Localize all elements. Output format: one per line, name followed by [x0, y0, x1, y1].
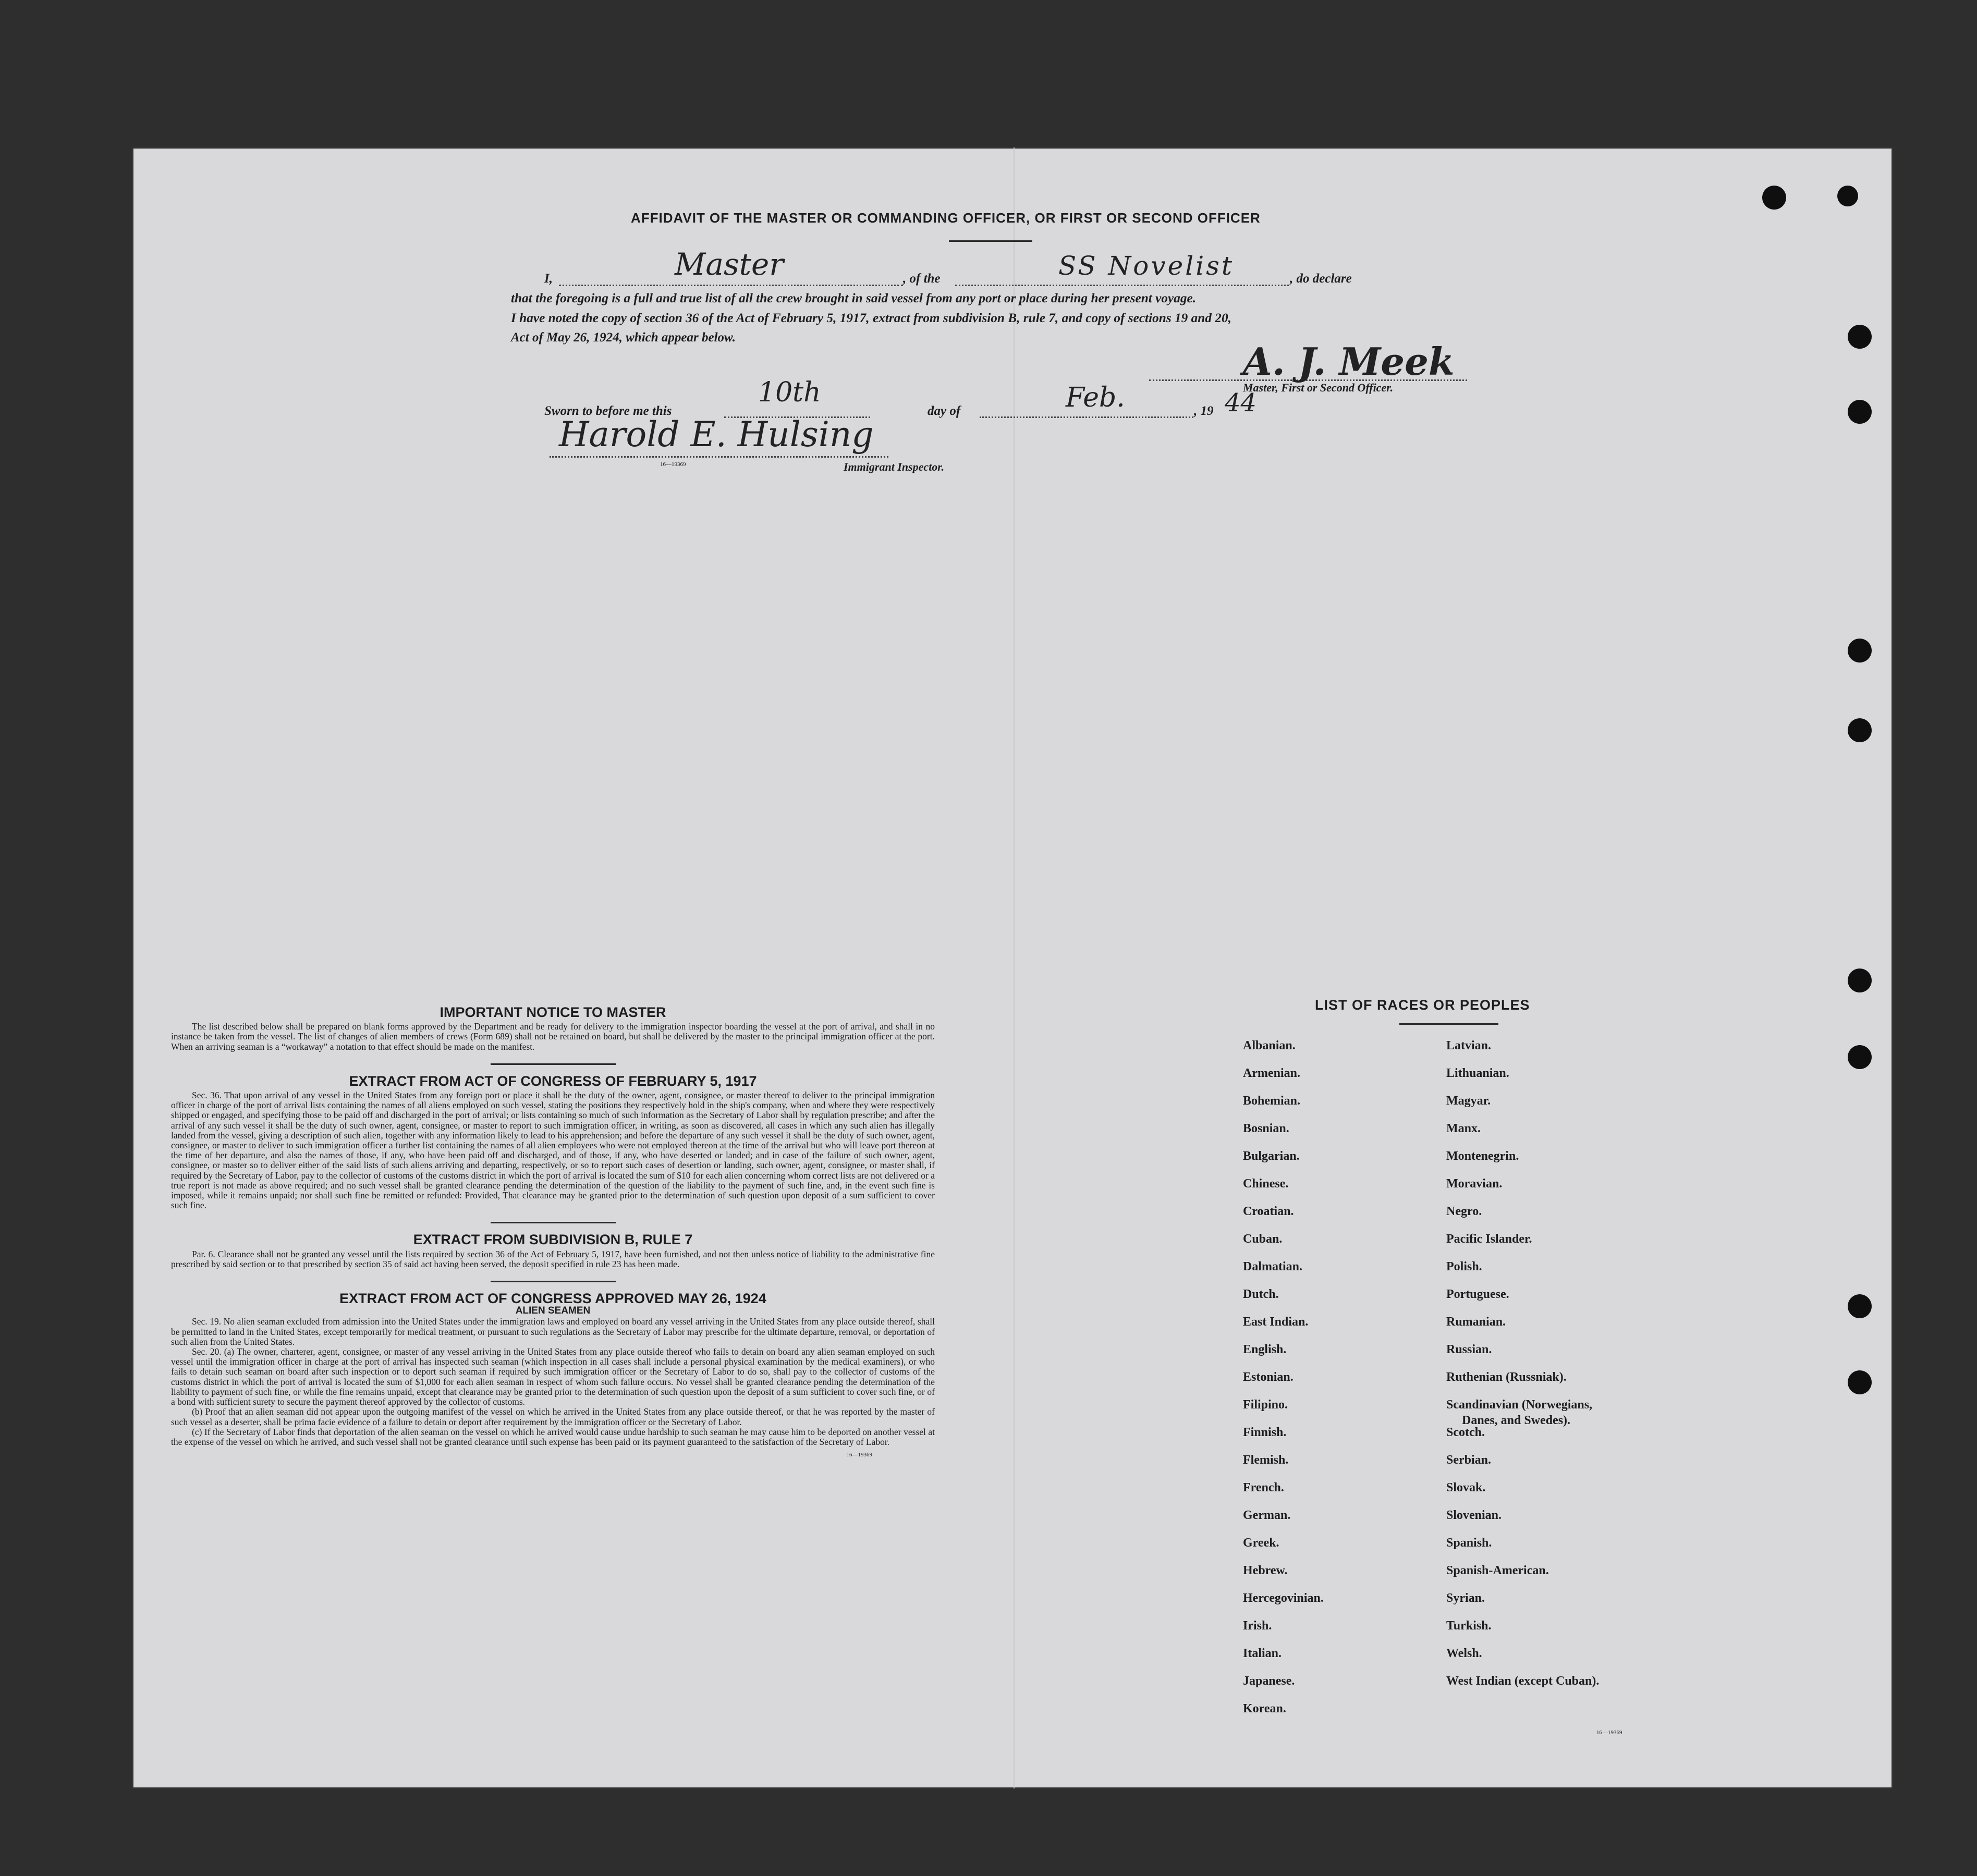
race-item: Welsh. [1446, 1647, 1482, 1660]
race-item: Flemish. [1243, 1453, 1289, 1467]
master-caption: Master, First or Second Officer. [1243, 381, 1394, 394]
title-divider [949, 240, 1032, 242]
race-item: Turkish. [1446, 1619, 1492, 1633]
rule-7-body: Par. 6. Clearance shall not be granted any vessel until the lists required by section 36 of the Act of February 5, 1917, have been furnished, and not then unless notice of liability to the administrative fine prescribed by said section or to that prescribed by section 35 of said act having been served, the deposit specified in rule 23 has been made. [171, 1248, 935, 1269]
sworn-label: Sworn to before me this [544, 404, 672, 418]
race-item: Albanian. [1243, 1039, 1296, 1052]
master-name-handwriting: Master [675, 247, 784, 282]
act-1924-form-number: 16—19369 [846, 1452, 872, 1458]
year-handwriting: 44 [1225, 388, 1257, 418]
inspector-signature: Harold E. Hulsing [559, 414, 874, 455]
inspector-caption: Immigrant Inspector. [844, 460, 945, 473]
race-item: Moravian. [1446, 1177, 1503, 1191]
master-name-line [559, 285, 903, 286]
document-sheet [132, 148, 1893, 1788]
act-1924-sec20a: Sec. 20. (a) The owner, charterer, agent, consignee, or master of any vessel arriving in the United States from any place outside thereof who fails to detain on board any alien seaman employed on such vessel until the immigration officer in charge at the port of arrival has inspected such seaman (which inspection in all cases shall include a personal physical examination by the medical examiners), or who fails to detain such seaman on board after such inspection or to deport such seaman if required by such immigration officer or the Secretary of Labor to do so, shall pay to the collector of customs of the customs district in which the port of arrival is located the sum of $1,000 for each alien seaman in respect of whom such failure occurs. No vessel shall be granted clearance pending the determination of the liability to payment of such fine, or while the fine remains unpaid, except that clearance may be granted prior to the determination of such question upon the deposit of a sum sufficient to cover such fine, or of a bond with sufficient surety to secure the payment thereof approved by the collector of customs. [171, 1346, 935, 1407]
race-item: English. [1243, 1343, 1287, 1356]
race-item: Japanese. [1243, 1674, 1295, 1688]
race-item: Hercegovinian. [1243, 1591, 1324, 1605]
affidavit-of-the: , of the [903, 272, 941, 286]
act-1924-sec20c: (c) If the Secretary of Labor finds that deportation of the alien seaman on the vessel on which he arrived would cause undue hardship to such seaman he may cause him to be deported on another vessel at the expense of the vessel on which he arrived, and such vessel shall not be granted clearance until such expense has been paid or its payment guaranteed to the satisfaction of the Secretary of Labor. [171, 1426, 935, 1447]
race-item: West Indian (except Cuban). [1446, 1674, 1600, 1688]
binder-hole [1848, 400, 1872, 424]
race-item: Pacific Islander. [1446, 1232, 1532, 1246]
rule-7-title: EXTRACT FROM SUBDIVISION B, RULE 7 [413, 1232, 693, 1248]
affidavit-i: I, [544, 272, 553, 286]
affidavit-do-declare: , do declare [1290, 272, 1352, 286]
race-item: Hebrew. [1243, 1564, 1288, 1577]
races-divider [1399, 1023, 1498, 1025]
race-item: Portuguese. [1446, 1288, 1509, 1301]
section-divider [491, 1063, 616, 1065]
section-divider [491, 1222, 616, 1223]
notice-body: The list described below shall be prepared on blank forms approved by the Department and be ready for delivery to the immigration inspector boarding the vessel at the port of arrival, and shall in no instance be taken from the vessel. The list of changes of alien members of crews (Form 689) shall not be retained on board, but shall be delivered by the master to the principal immigration officer at the port. When an arriving seaman is a “workaway” a notation to that effect should be made on the manifest. [171, 1021, 935, 1052]
race-item: Armenian. [1243, 1066, 1300, 1080]
alien-seamen-subtitle: ALIEN SEAMEN [515, 1305, 591, 1317]
section-divider [491, 1281, 616, 1282]
year-prefix: , 19 [1194, 404, 1214, 418]
race-item: Bulgarian. [1243, 1149, 1300, 1163]
race-item: Lithuanian. [1446, 1066, 1509, 1080]
statutes-column [171, 1004, 935, 1460]
race-item: Bosnian. [1243, 1122, 1289, 1135]
race-item: Irish. [1243, 1619, 1272, 1633]
act-1917-body: Sec. 36. That upon arrival of any vessel in the United States from any foreign port or place it shall be the duty of the owner, agent, consignee, or master thereof to deliver to the principal immigration officer in charge of the port of arrival lists containing the names of all aliens employed on such vessel, stating the positions they respectively hold in the ship's company, when and where they were respectively shipped or engaged, and specifying those to be paid off and discharged in the port of arrival; or lists containing so much of such information as the Secretary of Labor shall by regulation prescribe; and after the arrival of any such vessel it shall be the duty of such owner, agent, consignee, or master to report to such immigration officer, in writing, as soon as discovered, all cases in which any such alien has illegally landed from the vessel, giving a description of such alien, together with any information likely to lead to his apprehension; and before the departure of any such vessel it shall be the duty of such owner, agent, consignee, or master to deliver to such immigration officer a further list containing the names of all alien employees who were not employed thereon at the time of the arrival but who will leave port thereon at the time of her departure, and also the names of those, if any, who have been paid off and discharged, and of those, if any, who have deserted or landed; and in case of the failure of such owner, agent, consignee, or master so to deliver either of the said lists of such aliens arriving and departing, respectively, or so to report such cases of desertion or landing, such owner, agent, consignee, or master shall, if required by the Secretary of Labor, pay to the collector of customs of the customs district in which the port of arrival is located the sum of $10 for each alien concerning whom correct lists are not delivered or a true report is not made as above required; and no such vessel shall be granted clearance pending the determination of the question of the liability to the payment of such fine, and, in the event such fine is imposed, while it remains unpaid; nor shall such fine be remitted or refunded: Provided, That clearance may be granted prior to the determination of such question upon deposit of a sum sufficient to cover such fine. [171, 1090, 935, 1211]
affidavit-line-3: I have noted the copy of section 36 of the Act of February 5, 1917, extract from subdivision B, rule 7, and copy of sections 19 and 20, [511, 311, 1231, 325]
inspector-line [550, 456, 888, 458]
vessel-name-line [955, 285, 1289, 286]
affidavit-line-4: Act of May 26, 1924, which appear below. [511, 330, 736, 345]
race-item: Greek. [1243, 1536, 1279, 1550]
affidavit-title: AFFIDAVIT OF THE MASTER OR COMMANDING OFFICER, OR FIRST OR SECOND OFFICER [631, 210, 1261, 226]
race-item: Spanish-American. [1446, 1564, 1549, 1577]
race-item: Estonian. [1243, 1370, 1293, 1384]
notice-title: IMPORTANT NOTICE TO MASTER [440, 1004, 666, 1020]
master-signature: A. J. Meek [1243, 339, 1455, 384]
race-item: Latvian. [1446, 1039, 1492, 1052]
race-item: Syrian. [1446, 1591, 1485, 1605]
binder-hole [1848, 1294, 1872, 1318]
race-item: Serbian. [1446, 1453, 1492, 1467]
act-1924-title: EXTRACT FROM ACT OF CONGRESS APPROVED MAY 26, 1924 [339, 1291, 766, 1307]
binder-hole [1848, 968, 1872, 992]
race-item: Scandinavian (Norwegians, [1446, 1398, 1593, 1412]
binder-hole [1848, 718, 1872, 742]
race-item: Dutch. [1243, 1288, 1279, 1301]
race-item: Ruthenian (Russniak). [1446, 1370, 1567, 1384]
race-item: Rumanian. [1446, 1315, 1506, 1329]
race-item: Magyar. [1446, 1094, 1491, 1108]
race-item: East Indian. [1243, 1315, 1309, 1329]
race-item: Manx. [1446, 1122, 1481, 1135]
race-item: Italian. [1243, 1647, 1282, 1660]
binder-hole [1837, 186, 1858, 206]
fold-line [1014, 148, 1015, 1788]
race-item: Montenegrin. [1446, 1149, 1519, 1163]
act-1917-title: EXTRACT FROM ACT OF CONGRESS OF FEBRUARY 5, 1917 [349, 1073, 757, 1089]
race-item: Danes, and Swedes). [1462, 1414, 1571, 1427]
binder-hole [1848, 325, 1872, 349]
binder-hole [1848, 1045, 1872, 1069]
affidavit-form-number: 16—19369 [660, 461, 686, 468]
day-handwriting: 10th [758, 377, 821, 408]
race-item: Scotch. [1446, 1426, 1485, 1439]
binder-hole [1762, 186, 1786, 210]
race-item: Cuban. [1243, 1232, 1283, 1246]
race-item: Russian. [1446, 1343, 1492, 1356]
race-item: Polish. [1446, 1260, 1482, 1273]
affidavit-line-2: that the foregoing is a full and true list of all the crew brought in said vessel from any port or place during her present voyage. [511, 291, 1197, 305]
month-handwriting: Feb. [1066, 382, 1125, 413]
race-item: Croatian. [1243, 1205, 1294, 1218]
race-item: French. [1243, 1481, 1284, 1494]
race-item: Dalmatian. [1243, 1260, 1302, 1273]
race-item: Negro. [1446, 1205, 1482, 1218]
races-form-number: 16—19369 [1596, 1730, 1622, 1736]
month-line [980, 416, 1193, 418]
race-item: Finnish. [1243, 1426, 1287, 1439]
act-1924-sec20b: (b) Proof that an alien seaman did not appear upon the outgoing manifest of the vessel on which he arrived in the United States from any place outside thereof, or that he was reported by the master of such vessel as a deserter, shall be prima facie evidence of a failure to detain or deport after requirement by the immigration officer or the Secretary of Labor. [171, 1406, 935, 1427]
races-title: LIST OF RACES OR PEOPLES [1315, 997, 1530, 1013]
race-item: Korean. [1243, 1702, 1286, 1715]
binder-hole [1848, 1370, 1872, 1394]
race-item: Slovak. [1446, 1481, 1486, 1494]
race-item: Slovenian. [1446, 1509, 1502, 1522]
race-item: Spanish. [1446, 1536, 1492, 1550]
vessel-name-handwriting: SS Novelist [1058, 251, 1234, 281]
race-item: Filipino. [1243, 1398, 1288, 1412]
races-list [1243, 1039, 1764, 1732]
race-item: German. [1243, 1509, 1291, 1522]
day-of-label: day of [928, 404, 961, 418]
race-item: Bohemian. [1243, 1094, 1301, 1108]
act-1924-sec19: Sec. 19. No alien seaman excluded from admission into the United States under the immigration laws and employed on board any vessel arriving in the United States from any place outside thereof, shall be permitted to land in the United States, except temporarily for medical treatment, or pursuant to such regulations as the Secretary of Labor may prescribe for the ultimate departure, removal, or deportation of such alien from the United States. [171, 1316, 935, 1347]
race-item: Chinese. [1243, 1177, 1289, 1191]
binder-hole [1848, 639, 1872, 663]
